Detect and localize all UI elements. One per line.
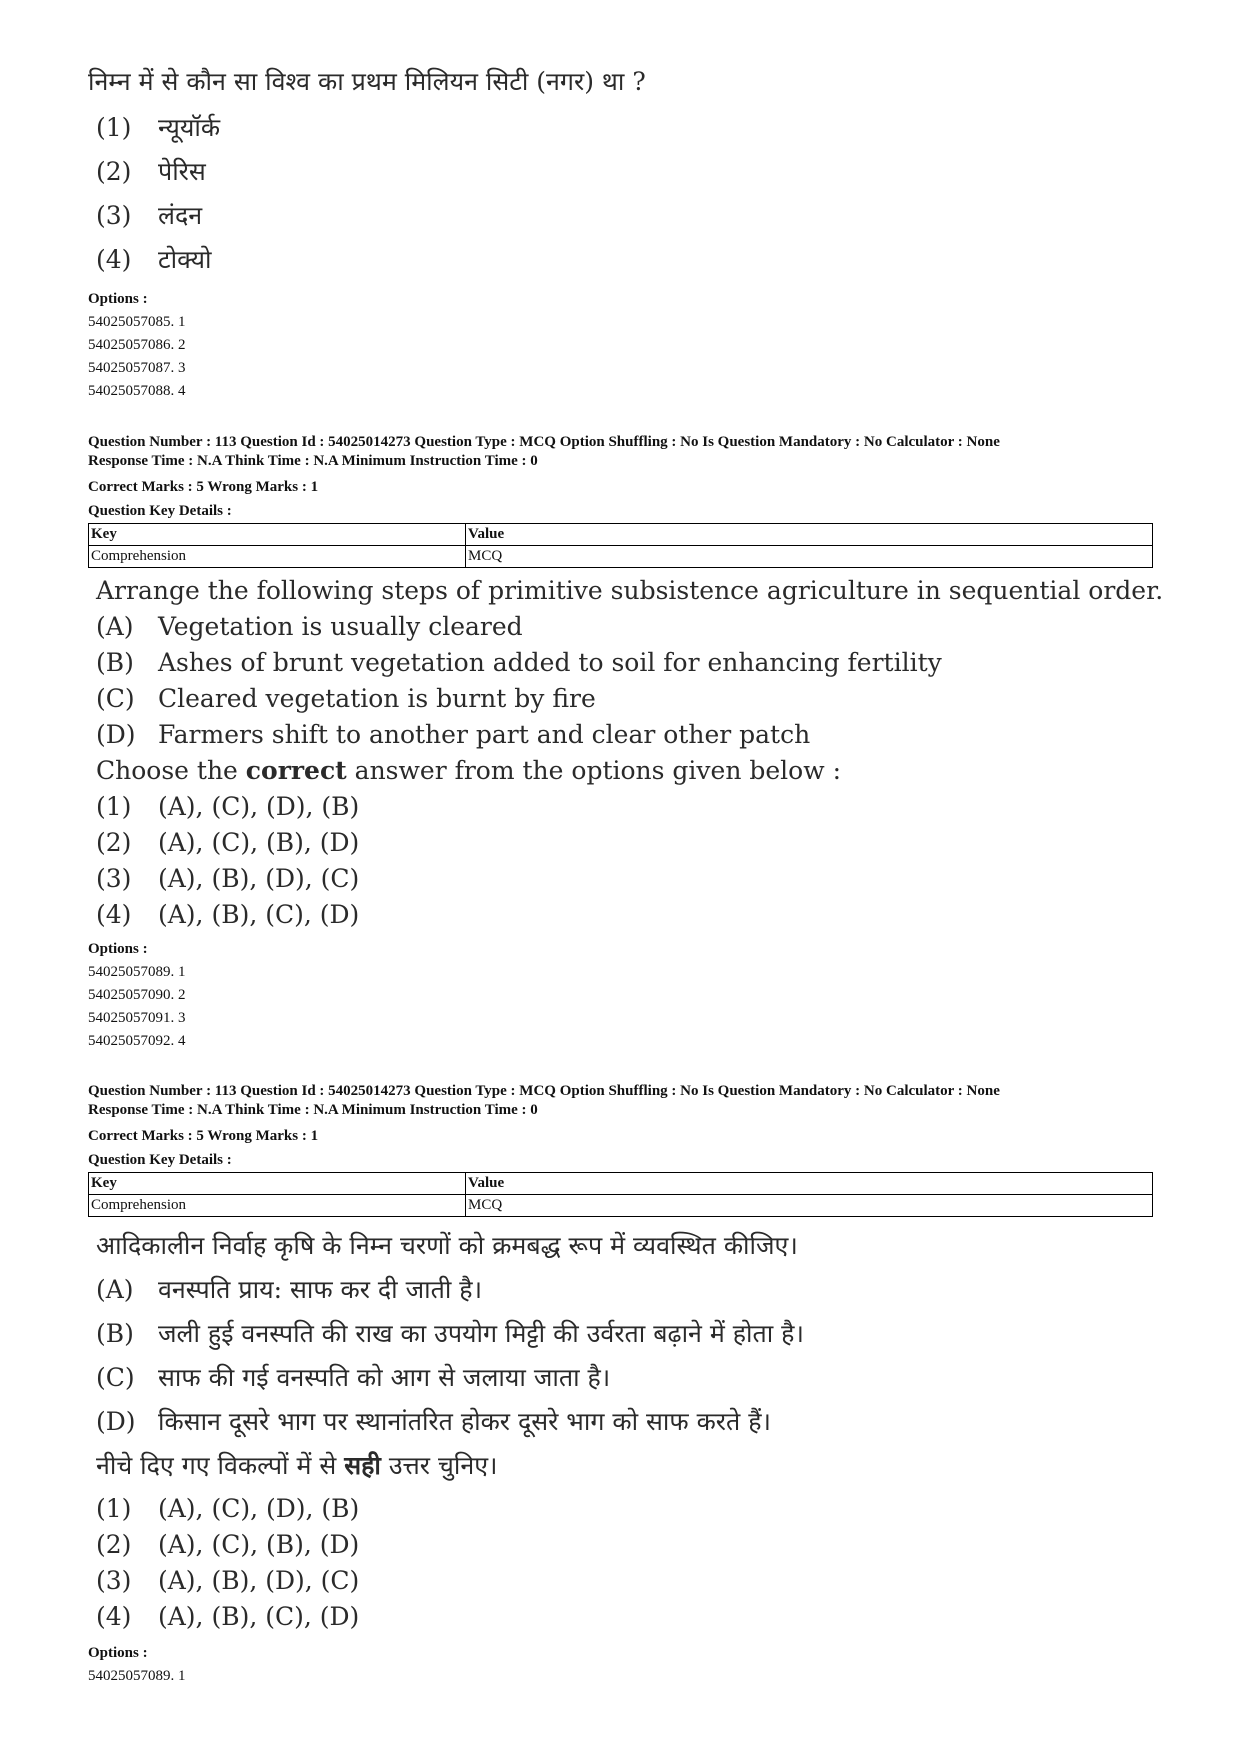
option-id: 54025057089. 1 (88, 964, 186, 980)
key-details-label: Question Key Details : (88, 503, 232, 519)
table-cell-value: MCQ (466, 1195, 1153, 1217)
option-id: 54025057090. 2 (88, 987, 186, 1003)
statement-b (96, 1316, 804, 1350)
statement-text: Farmers shift to another part and clear other patch (158, 720, 811, 749)
choice-3 (96, 1566, 359, 1595)
choice-number: (2) (96, 1530, 132, 1559)
options-label: Options : (88, 941, 148, 957)
statement-letter: (A) (96, 1275, 134, 1304)
statement-text: वनस्पति प्राय: साफ कर दी जाती है। (158, 1275, 483, 1304)
choice-text: (A), (B), (D), (C) (158, 1566, 360, 1595)
table-cell-key: Comprehension (89, 1195, 466, 1217)
meta-line-2: Response Time : N.A Think Time : N.A Minimum Instruction Time : 0 (88, 1102, 538, 1118)
choose-instruction (96, 756, 841, 785)
statement-text: Vegetation is usually cleared (158, 612, 523, 641)
choose-pre: Choose the (96, 756, 246, 785)
statement-c (96, 684, 596, 713)
marks-line: Correct Marks : 5 Wrong Marks : 1 (88, 479, 319, 495)
option-id: 54025057092. 4 (88, 1033, 186, 1049)
choice-number: (4) (96, 245, 132, 274)
choice-number: (4) (96, 900, 132, 929)
question-meta (88, 1082, 1148, 1120)
statement-letter: (C) (96, 684, 135, 713)
question-text: आदिकालीन निर्वाह कृषि के निम्न चरणों को क्रमबद्ध रूप में व्यवस्थित कीजिए। (96, 1231, 798, 1260)
question-text: निम्न में से कौन सा विश्व का प्रथम मिलियन सिटी (नगर) था ? (88, 67, 646, 96)
statement-letter: (D) (96, 720, 136, 749)
choice-text: (A), (C), (D), (B) (158, 1494, 360, 1523)
statement-a (96, 1272, 482, 1306)
choice-number: (1) (96, 792, 132, 821)
question-key-table (88, 523, 1153, 568)
choice-text: (A), (B), (C), (D) (158, 1602, 360, 1631)
choice-number: (1) (96, 1494, 132, 1523)
statement-letter: (D) (96, 1407, 136, 1436)
choose-pre: नीचे दिए गए विकल्पों में से (96, 1451, 345, 1480)
choose-bold: correct (245, 756, 347, 785)
table-header-value: Value (466, 1173, 1153, 1195)
choice-number: (2) (96, 157, 132, 186)
meta-line-2: Response Time : N.A Think Time : N.A Minimum Instruction Time : 0 (88, 453, 538, 469)
choice-number: (1) (96, 113, 132, 142)
question-meta (88, 433, 1148, 471)
table-header-value: Value (466, 524, 1153, 546)
statement-letter: (B) (96, 648, 134, 677)
statement-b (96, 648, 942, 677)
choose-instruction (96, 1448, 498, 1482)
option-id: 54025057086. 2 (88, 337, 186, 353)
option-id: 54025057091. 3 (88, 1010, 186, 1026)
options-list (88, 1642, 186, 1688)
table-header-key: Key (89, 524, 466, 546)
statement-text: जली हुई वनस्पति की राख का उपयोग मिट्टी की उर्वरता बढ़ाने में होता है। (158, 1319, 804, 1348)
option-id: 54025057088. 4 (88, 383, 186, 399)
statement-c (96, 1360, 610, 1394)
choose-bold: सही (344, 1451, 381, 1480)
statement-letter: (B) (96, 1319, 134, 1348)
choice-text: (A), (C), (B), (D) (158, 1530, 360, 1559)
statement-text: Ashes of brunt vegetation added to soil for enhancing fertility (158, 648, 942, 677)
choice-2 (96, 828, 359, 857)
statement-text: किसान दूसरे भाग पर स्थानांतरित होकर दूसरे भाग को साफ करते हैं। (158, 1407, 771, 1436)
statement-letter: (A) (96, 612, 134, 641)
question-text: Arrange the following steps of primitive subsistence agriculture in sequential order. (96, 576, 1164, 605)
choice-4 (96, 1602, 359, 1631)
options-label: Options : (88, 1645, 148, 1661)
statement-d (96, 720, 810, 749)
choice-text: (A), (C), (B), (D) (158, 828, 360, 857)
choice-text: न्यूयॉर्क (158, 113, 221, 142)
choice-1 (96, 1494, 359, 1523)
options-list (88, 288, 186, 403)
meta-line-1: Question Number : 113 Question Id : 54025014273 Question Type : MCQ Option Shuffling : No Is Question Mandatory : No Calculator : None (88, 434, 1000, 450)
statement-text: साफ की गई वनस्पति को आग से जलाया जाता है। (158, 1363, 611, 1392)
choose-post: answer from the options given below : (346, 756, 841, 785)
choice-number: (3) (96, 864, 132, 893)
option-id: 54025057085. 1 (88, 314, 186, 330)
choice-3 (96, 864, 359, 893)
key-details-label: Question Key Details : (88, 1152, 232, 1168)
choice-text: लंदन (158, 201, 203, 230)
table-header-key: Key (89, 1173, 466, 1195)
marks-line: Correct Marks : 5 Wrong Marks : 1 (88, 1128, 319, 1144)
choice-number: (2) (96, 828, 132, 857)
option-id: 54025057087. 3 (88, 360, 186, 376)
choice-text: टोक्यो (158, 245, 212, 274)
choice-number: (4) (96, 1602, 132, 1631)
meta-line-1: Question Number : 113 Question Id : 54025014273 Question Type : MCQ Option Shuffling : No Is Question Mandatory : No Calculator : None (88, 1083, 1000, 1099)
statement-a (96, 612, 523, 641)
choice-number: (3) (96, 201, 132, 230)
choice-1 (96, 792, 359, 821)
choice-1 (96, 110, 220, 144)
choice-text: (A), (C), (D), (B) (158, 792, 360, 821)
statement-d (96, 1404, 771, 1438)
choice-2 (96, 1530, 359, 1559)
options-list (88, 938, 186, 1053)
choice-number: (3) (96, 1566, 132, 1595)
option-id: 54025057089. 1 (88, 1668, 186, 1684)
choice-4 (96, 900, 359, 929)
choice-text: (A), (B), (D), (C) (158, 864, 360, 893)
choice-2 (96, 154, 206, 188)
options-label: Options : (88, 291, 148, 307)
question-key-table (88, 1172, 1153, 1217)
choice-4 (96, 242, 211, 276)
choice-text: पेरिस (158, 157, 206, 186)
table-cell-value: MCQ (466, 546, 1153, 568)
choose-post: उत्तर चुनिए। (380, 1451, 498, 1480)
statement-text: Cleared vegetation is burnt by fire (158, 684, 596, 713)
statement-letter: (C) (96, 1363, 135, 1392)
table-cell-key: Comprehension (89, 546, 466, 568)
choice-text: (A), (B), (C), (D) (158, 900, 360, 929)
choice-3 (96, 198, 202, 232)
